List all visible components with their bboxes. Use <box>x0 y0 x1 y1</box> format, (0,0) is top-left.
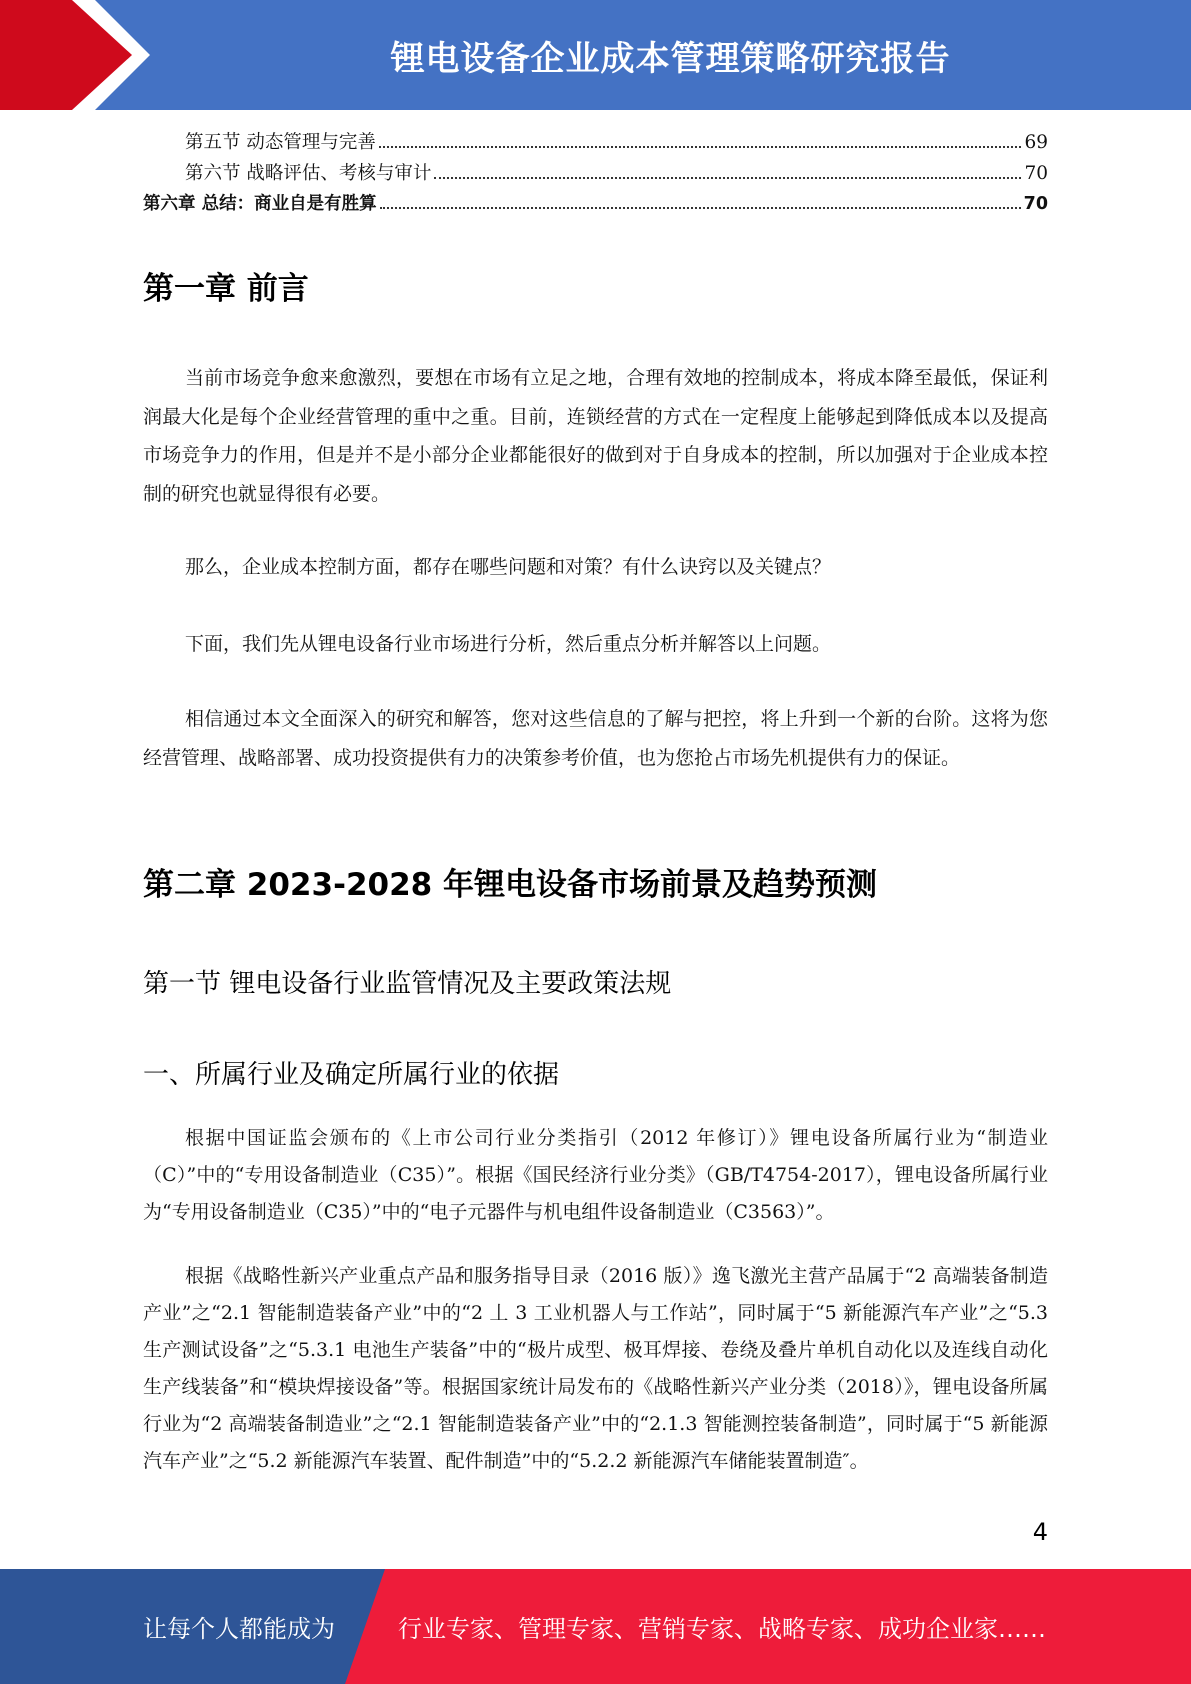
toc-entry-label: 第六节 战略评估、考核与审计 <box>185 163 432 184</box>
toc-entry-page: 69 <box>1024 132 1048 153</box>
page-header <box>0 0 1191 110</box>
chapter-1-paragraph: 下面，我们先从锂电设备行业市场进行分析，然后重点分析并解答以上问题。 <box>185 633 832 655</box>
page-footer <box>0 1569 1191 1684</box>
toc-leader-dots <box>379 146 1022 148</box>
toc-entry-label: 第六章 总结：商业自是有胜算 <box>143 194 377 214</box>
chapter-1-paragraph: 相信通过本文全面深入的研究和解答，您对这些信息的了解与把控，将上升到一个新的台阶。这将为您经营管理、战略部署、成功投资提供有力的决策参考价值，也为您抢占市场先机提供有力的保证。 <box>143 708 1048 769</box>
toc-leader-dots <box>434 177 1021 179</box>
toc-leader-dots <box>380 207 1021 209</box>
footer-slogan-left: 让每个人都能成为 <box>143 1615 335 1643</box>
toc-entry-label: 第五节 动态管理与完善 <box>185 132 376 153</box>
toc-entry[interactable] <box>143 159 1048 190</box>
section-heading: 第一节 锂电设备行业监管情况及主要政策法规 <box>143 969 672 999</box>
chapter-2-paragraph: 根据中国证监会颁布的《上市公司行业分类指引（2012 年修订）》锂电设备所属行业为“制造业（C）”中的“专用设备制造业（C35）”。根据《国民经济行业分类》（GB/T4754-2017），锂电设备所属行业为“专用设备制造业（C35）”中的“电子元器件与机电组件设备制造业（C3563）”。 <box>143 1127 1048 1223</box>
chapter-2-paragraph: 根据《战略性新兴产业重点产品和服务指导目录（2016 版）》逸飞激光主营产品属于“2 高端装备制造产业”之“2.1 智能制造装备产业”中的“2 丄 3 工业机器人与工作站”，同时属于“5 新能源汽车产业”之“5.3 生产测试设备”之“5.3.1 电池生产装备”中的“极片成型、极耳焊接、卷绕及叠片单机自动化以及连线自动化生产线装备”和“模块焊接设备”等。根据国家统计局发布的《战略性新兴产业分类（2018）》，锂电设备所属行业为“2 高端装备制造业”之“2.1 智能制造装备产业”中的“2.1.3 智能测控装备制造”，同时属于“5 新能源汽车产业”之“5.2 新能源汽车装置、配件制造”中的“5.2.2 新能源汽车储能装置制造″。 <box>143 1265 1048 1472</box>
toc-entry[interactable] <box>143 190 1048 221</box>
table-of-contents <box>143 128 1048 221</box>
toc-entry[interactable] <box>143 128 1048 159</box>
toc-entry-page: 70 <box>1023 194 1048 214</box>
chapter-1-paragraph: 当前市场竞争愈来愈激烈，要想在市场有立足之地，合理有效地的控制成本，将成本降至最低，保证利润最大化是每个企业经营管理的重中之重。目前，连锁经营的方式在一定程度上能够起到降低成本以及提高市场竞争力的作用，但是并不是小部分企业都能很好的做到对于自身成本的控制，所以加强对于企业成本控制的研究也就显得很有必要。 <box>143 367 1048 505</box>
chapter-1-paragraph: 那么，企业成本控制方面，都存在哪些问题和对策？有什么诀窍以及关键点？ <box>185 556 832 578</box>
page-number: 4 <box>1032 1518 1048 1546</box>
report-title: 锂电设备企业成本管理策略研究报告 <box>390 38 951 79</box>
chapter-2-heading: 第二章 2023-2028 年锂电设备市场前景及趋势预测 <box>143 867 878 903</box>
subsection-heading: 一、所属行业及确定所属行业的依据 <box>143 1060 560 1090</box>
chapter-1-heading: 第一章 前言 <box>143 271 309 307</box>
toc-entry-page: 70 <box>1024 163 1048 184</box>
footer-slogan-right: 行业专家、管理专家、营销专家、战略专家、成功企业家…… <box>398 1615 1046 1643</box>
